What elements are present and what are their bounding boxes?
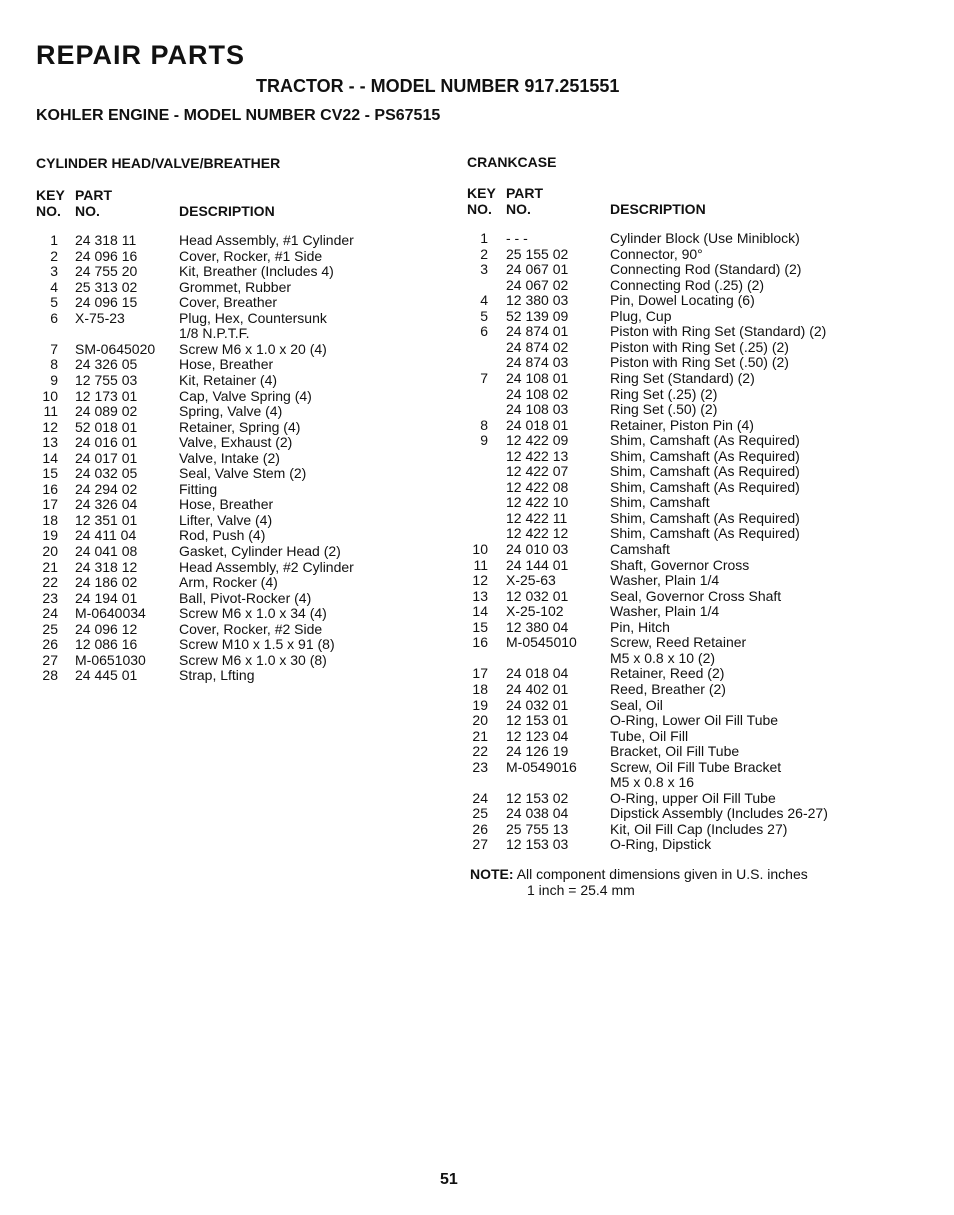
table-row (467, 495, 947, 511)
table-row (36, 668, 436, 684)
table-row (467, 604, 947, 620)
table-row (467, 355, 947, 371)
table-row (467, 387, 947, 403)
left-col-key-header-top: KEY (36, 187, 65, 203)
key-number: 22 (472, 743, 488, 760)
part-number: 25 755 13 (506, 820, 569, 837)
key-number: 12 (472, 572, 488, 589)
part-description: Ring Set (.25) (2) (610, 385, 718, 402)
table-row (467, 480, 947, 496)
part-description: Hose, Breather (179, 496, 274, 513)
part-description: Screw M6 x 1.0 x 30 (8) (179, 651, 327, 668)
table-row (36, 606, 436, 622)
key-number: 9 (480, 432, 488, 449)
part-description: Hose, Breather (179, 356, 274, 373)
table-row (467, 542, 947, 558)
part-description: Valve, Exhaust (2) (179, 434, 293, 451)
part-number: 12 422 11 (506, 509, 568, 526)
key-number: 14 (472, 603, 488, 620)
key-number: 16 (42, 480, 58, 497)
part-number: 24 017 01 (75, 449, 138, 466)
key-number: 13 (472, 587, 488, 604)
part-number: 24 032 01 (506, 696, 569, 713)
part-description: Screw, Reed Retainer (610, 634, 747, 651)
part-description: Camshaft (610, 541, 670, 557)
part-number: 12 755 03 (75, 371, 138, 388)
part-description: Piston with Ring Set (Standard) (2) (610, 323, 827, 340)
part-description: Lifter, Valve (4) (179, 511, 273, 528)
table-row (467, 231, 947, 247)
left-col-description-header: DESCRIPTION (179, 203, 275, 219)
table-row (36, 311, 436, 327)
part-number: 24 318 12 (75, 558, 138, 575)
part-number: 24 186 02 (75, 574, 138, 591)
part-number: X-75-23 (75, 309, 125, 326)
part-number: 12 086 16 (75, 636, 138, 653)
part-description: Kit, Oil Fill Cap (Includes 27) (610, 820, 788, 837)
part-number: 24 411 04 (75, 527, 137, 544)
part-number: 12 422 07 (506, 463, 569, 480)
key-number: 27 (472, 836, 488, 853)
tractor-model-heading: TRACTOR - - MODEL NUMBER 917.251551 (256, 76, 620, 96)
part-description: M5 x 0.8 x 16 (610, 774, 695, 791)
part-description: Washer, Plain 1/4 (610, 603, 720, 620)
key-number: 9 (50, 371, 58, 388)
part-description: Kit, Retainer (4) (179, 371, 278, 388)
engine-model-heading: KOHLER ENGINE - MODEL NUMBER CV22 - PS67515 (36, 107, 441, 124)
key-number: 27 (42, 651, 58, 668)
part-description: Cover, Rocker, #2 Side (179, 620, 323, 637)
key-number: 2 (480, 245, 488, 262)
table-row (36, 513, 436, 529)
part-number: 12 380 04 (506, 618, 569, 635)
part-description: Shim, Camshaft (As Required) (610, 478, 800, 495)
table-row (467, 837, 947, 853)
part-description: O-Ring, Lower Oil Fill Tube (610, 712, 779, 729)
table-row (467, 511, 947, 527)
part-description: O-Ring, upper Oil Fill Tube (610, 789, 776, 806)
table-row (467, 822, 947, 838)
table-row (467, 744, 947, 760)
table-row (467, 247, 947, 263)
part-number: 24 018 01 (506, 416, 569, 433)
table-row (467, 324, 947, 340)
table-row (36, 233, 436, 249)
note-conversion: 1 inch = 25.4 mm (527, 882, 635, 898)
part-number: 24 067 02 (506, 276, 569, 293)
key-number: 22 (42, 574, 58, 591)
table-row (36, 326, 436, 342)
part-description: Bracket, Oil Fill Tube (610, 743, 740, 760)
part-number: 24 326 04 (75, 496, 138, 513)
part-description: Cylinder Block (Use Miniblock) (610, 230, 800, 246)
note-label: NOTE: (470, 866, 514, 882)
part-description: Retainer, Spring (4) (179, 418, 301, 435)
key-number: 23 (42, 589, 58, 606)
part-description: Shim, Camshaft (As Required) (610, 463, 800, 480)
part-number: 24 326 05 (75, 356, 138, 373)
part-description: Cover, Rocker, #1 Side (179, 247, 323, 264)
part-description: Screw M6 x 1.0 x 34 (4) (179, 605, 327, 622)
page-number: 51 (440, 1171, 458, 1188)
part-number: 24 096 16 (75, 247, 138, 264)
key-number: 1 (50, 232, 58, 248)
part-number: 24 096 12 (75, 620, 138, 637)
part-description: Connector, 90° (610, 245, 703, 262)
key-number: 24 (42, 605, 58, 622)
key-number: 23 (472, 758, 488, 775)
key-number: 18 (472, 680, 488, 697)
page-title: REPAIR PARTS (36, 40, 246, 70)
part-number: 52 018 01 (75, 418, 138, 435)
part-description: Connecting Rod (Standard) (2) (610, 261, 802, 278)
part-description: Retainer, Piston Pin (4) (610, 416, 754, 433)
part-number: 12 422 08 (506, 478, 569, 495)
key-number: 10 (472, 541, 488, 557)
part-description: Pin, Hitch (610, 618, 670, 635)
table-row (467, 464, 947, 480)
part-number: 24 010 03 (506, 541, 569, 557)
part-description: M5 x 0.8 x 10 (2) (610, 649, 716, 666)
part-description: Ball, Pivot-Rocker (4) (179, 589, 312, 606)
table-row (467, 309, 947, 325)
key-number: 18 (42, 511, 58, 528)
table-row (467, 340, 947, 356)
note-text: All component dimensions given in U.S. inches (516, 866, 808, 882)
left-col-key-header-bottom: NO. (36, 203, 61, 219)
part-number: 24 108 01 (506, 369, 569, 386)
part-number: 24 874 02 (506, 338, 569, 355)
table-row (467, 293, 947, 309)
table-row (467, 666, 947, 682)
part-number: 12 153 03 (506, 836, 569, 853)
part-number: 24 874 01 (506, 323, 569, 340)
part-description: Valve, Intake (2) (179, 449, 280, 466)
key-number: 4 (50, 278, 58, 295)
key-number: 3 (480, 261, 488, 278)
table-row (467, 651, 947, 667)
key-number: 20 (472, 712, 488, 729)
key-number: 21 (472, 727, 488, 744)
table-row (36, 591, 436, 607)
table-row (36, 560, 436, 576)
part-number: 12 351 01 (75, 511, 138, 528)
table-row (467, 433, 947, 449)
table-row (36, 389, 436, 405)
part-description: Ring Set (Standard) (2) (610, 369, 755, 386)
part-number: 12 173 01 (75, 387, 138, 404)
part-description: Head Assembly, #2 Cylinder (179, 558, 354, 575)
right-col-description-header: DESCRIPTION (610, 201, 706, 217)
part-number: 24 755 20 (75, 263, 138, 280)
table-row (467, 791, 947, 807)
table-row (36, 404, 436, 420)
table-row (36, 420, 436, 436)
table-row (36, 264, 436, 280)
table-row (467, 760, 947, 776)
key-number: 25 (42, 620, 58, 637)
table-row (36, 482, 436, 498)
part-number: 12 422 12 (506, 525, 569, 542)
part-number: 24 089 02 (75, 403, 138, 420)
table-row (36, 249, 436, 265)
table-row (467, 262, 947, 278)
table-row (36, 653, 436, 669)
table-row (467, 371, 947, 387)
key-number: 3 (50, 263, 58, 280)
key-number: 11 (473, 556, 488, 573)
part-description: Tube, Oil Fill (610, 727, 689, 744)
part-description: O-Ring, Dipstick (610, 836, 712, 853)
part-number: M-0545010 (506, 634, 577, 651)
part-number: 24 108 03 (506, 401, 569, 418)
part-number: 12 422 09 (506, 432, 569, 449)
key-number: 8 (50, 356, 58, 373)
table-row (36, 342, 436, 358)
left-col-part-header-bottom: NO. (75, 203, 100, 219)
part-description: Seal, Valve Stem (2) (179, 465, 307, 482)
part-description: Screw M10 x 1.5 x 91 (8) (179, 636, 335, 653)
part-number: 24 016 01 (75, 434, 138, 451)
part-description: Spring, Valve (4) (179, 403, 283, 420)
part-number: X-25-63 (506, 572, 556, 589)
part-description: Retainer, Reed (2) (610, 665, 725, 682)
part-description: Shim, Camshaft (As Required) (610, 447, 800, 464)
table-row (467, 589, 947, 605)
part-number: 24 874 03 (506, 354, 569, 371)
key-number: 24 (472, 789, 488, 806)
key-number: 26 (472, 820, 488, 837)
table-row (467, 620, 947, 636)
part-description: Ring Set (.50) (2) (610, 401, 718, 418)
key-number: 16 (472, 634, 488, 651)
part-description: Cover, Breather (179, 294, 278, 311)
part-number: 24 144 01 (506, 556, 569, 573)
part-number: 52 139 09 (506, 307, 569, 324)
part-description: Shaft, Governor Cross (610, 556, 750, 573)
part-description: Dipstick Assembly (Includes 26-27) (610, 805, 828, 822)
key-number: 11 (43, 403, 58, 420)
table-row (467, 526, 947, 542)
key-number: 19 (472, 696, 488, 713)
part-number: M-0651030 (75, 651, 146, 668)
part-number: 24 318 11 (75, 232, 137, 248)
part-description: Shim, Camshaft (As Required) (610, 432, 800, 449)
table-row (467, 418, 947, 434)
part-description: Pin, Dowel Locating (6) (610, 292, 755, 309)
key-number: 5 (480, 307, 488, 324)
key-number: 5 (50, 294, 58, 311)
part-number: 24 108 02 (506, 385, 569, 402)
part-description: Gasket, Cylinder Head (2) (179, 543, 341, 559)
key-number: 1 (480, 230, 488, 246)
key-number: 15 (472, 618, 488, 635)
key-number: 4 (480, 292, 488, 309)
table-row (36, 637, 436, 653)
part-description: Reed, Breather (2) (610, 680, 726, 697)
section-title-cylinder-head: CYLINDER HEAD/VALVE/BREATHER (36, 155, 281, 171)
part-number: 12 153 02 (506, 789, 569, 806)
part-number: 24 041 08 (75, 543, 138, 559)
part-description: Screw, Oil Fill Tube Bracket (610, 758, 782, 775)
table-row (36, 466, 436, 482)
part-number: M-0640034 (75, 605, 146, 622)
table-row (467, 449, 947, 465)
key-number: 13 (42, 434, 58, 451)
part-description: Piston with Ring Set (.50) (2) (610, 354, 789, 371)
key-number: 26 (42, 636, 58, 653)
part-description: Cap, Valve Spring (4) (179, 387, 312, 404)
key-number: 10 (42, 387, 58, 404)
key-number: 8 (480, 416, 488, 433)
note (470, 866, 808, 882)
part-number: 12 380 03 (506, 292, 569, 309)
table-row (36, 528, 436, 544)
table-row (467, 558, 947, 574)
part-number: 12 123 04 (506, 727, 569, 744)
part-number: 24 067 01 (506, 261, 569, 278)
key-number: 15 (42, 465, 58, 482)
part-description: Head Assembly, #1 Cylinder (179, 232, 354, 248)
key-number: 14 (42, 449, 58, 466)
table-row (36, 497, 436, 513)
table-row (467, 573, 947, 589)
part-number: 24 096 15 (75, 294, 138, 311)
part-description: Seal, Oil (610, 696, 663, 713)
part-description: Seal, Governor Cross Shaft (610, 587, 782, 604)
table-row (36, 575, 436, 591)
right-col-part-header-top: PART (506, 185, 544, 201)
section-title-crankcase: CRANKCASE (467, 154, 557, 170)
key-number: 28 (42, 667, 58, 684)
table-row (36, 451, 436, 467)
part-description: Kit, Breather (Includes 4) (179, 263, 334, 280)
table-row (467, 278, 947, 294)
table-row (467, 698, 947, 714)
table-row (36, 295, 436, 311)
part-number: 25 155 02 (506, 245, 569, 262)
part-description: Washer, Plain 1/4 (610, 572, 720, 589)
key-number: 2 (50, 247, 58, 264)
table-row (467, 682, 947, 698)
part-number: X-25-102 (506, 603, 564, 620)
table-row (36, 357, 436, 373)
part-description: Shim, Camshaft (610, 494, 710, 511)
table-row (467, 713, 947, 729)
table-row (467, 806, 947, 822)
part-description: Plug, Hex, Countersunk (179, 309, 327, 326)
key-number: 21 (42, 558, 58, 575)
right-col-key-header-bottom: NO. (467, 201, 492, 217)
part-number: 12 422 10 (506, 494, 569, 511)
part-description: 1/8 N.P.T.F. (179, 325, 250, 342)
part-number: - - - (506, 230, 528, 246)
table-row (467, 402, 947, 418)
right-col-part-header-bottom: NO. (506, 201, 531, 217)
key-number: 7 (480, 369, 488, 386)
part-number: 24 445 01 (75, 667, 138, 684)
part-number: 12 422 13 (506, 447, 569, 464)
part-description: Piston with Ring Set (.25) (2) (610, 338, 789, 355)
key-number: 7 (50, 340, 58, 357)
part-description: Rod, Push (4) (179, 527, 266, 544)
key-number: 20 (42, 543, 58, 559)
key-number: 17 (42, 496, 58, 513)
part-number: 24 018 04 (506, 665, 569, 682)
right-col-key-header-top: KEY (467, 185, 496, 201)
table-row (467, 635, 947, 651)
part-number: 25 313 02 (75, 278, 138, 295)
table-row (467, 729, 947, 745)
key-number: 6 (480, 323, 488, 340)
part-number: 24 126 19 (506, 743, 569, 760)
key-number: 12 (42, 418, 58, 435)
part-number: 24 402 01 (506, 680, 569, 697)
table-row (36, 435, 436, 451)
part-number: 24 038 04 (506, 805, 569, 822)
table-row (36, 373, 436, 389)
table-row (467, 775, 947, 791)
table-row (36, 544, 436, 560)
key-number: 6 (50, 309, 58, 326)
part-number: 24 294 02 (75, 480, 138, 497)
part-number: SM-0645020 (75, 340, 156, 357)
part-number: 12 032 01 (506, 587, 569, 604)
part-description: Shim, Camshaft (As Required) (610, 509, 800, 526)
part-description: Shim, Camshaft (As Required) (610, 525, 800, 542)
part-description: Grommet, Rubber (179, 278, 292, 295)
key-number: 19 (42, 527, 58, 544)
table-row (36, 280, 436, 296)
part-description: Strap, Lfting (179, 667, 255, 684)
part-description: Screw M6 x 1.0 x 20 (4) (179, 340, 327, 357)
part-description: Arm, Rocker (4) (179, 574, 278, 591)
part-number: M-0549016 (506, 758, 577, 775)
table-row (36, 622, 436, 638)
key-number: 25 (472, 805, 488, 822)
part-number: 24 032 05 (75, 465, 138, 482)
part-number: 24 194 01 (75, 589, 138, 606)
key-number: 17 (472, 665, 488, 682)
part-description: Fitting (179, 480, 218, 497)
part-description: Plug, Cup (610, 307, 672, 324)
left-col-part-header-top: PART (75, 187, 113, 203)
part-number: 12 153 01 (506, 712, 569, 729)
part-description: Connecting Rod (.25) (2) (610, 276, 765, 293)
